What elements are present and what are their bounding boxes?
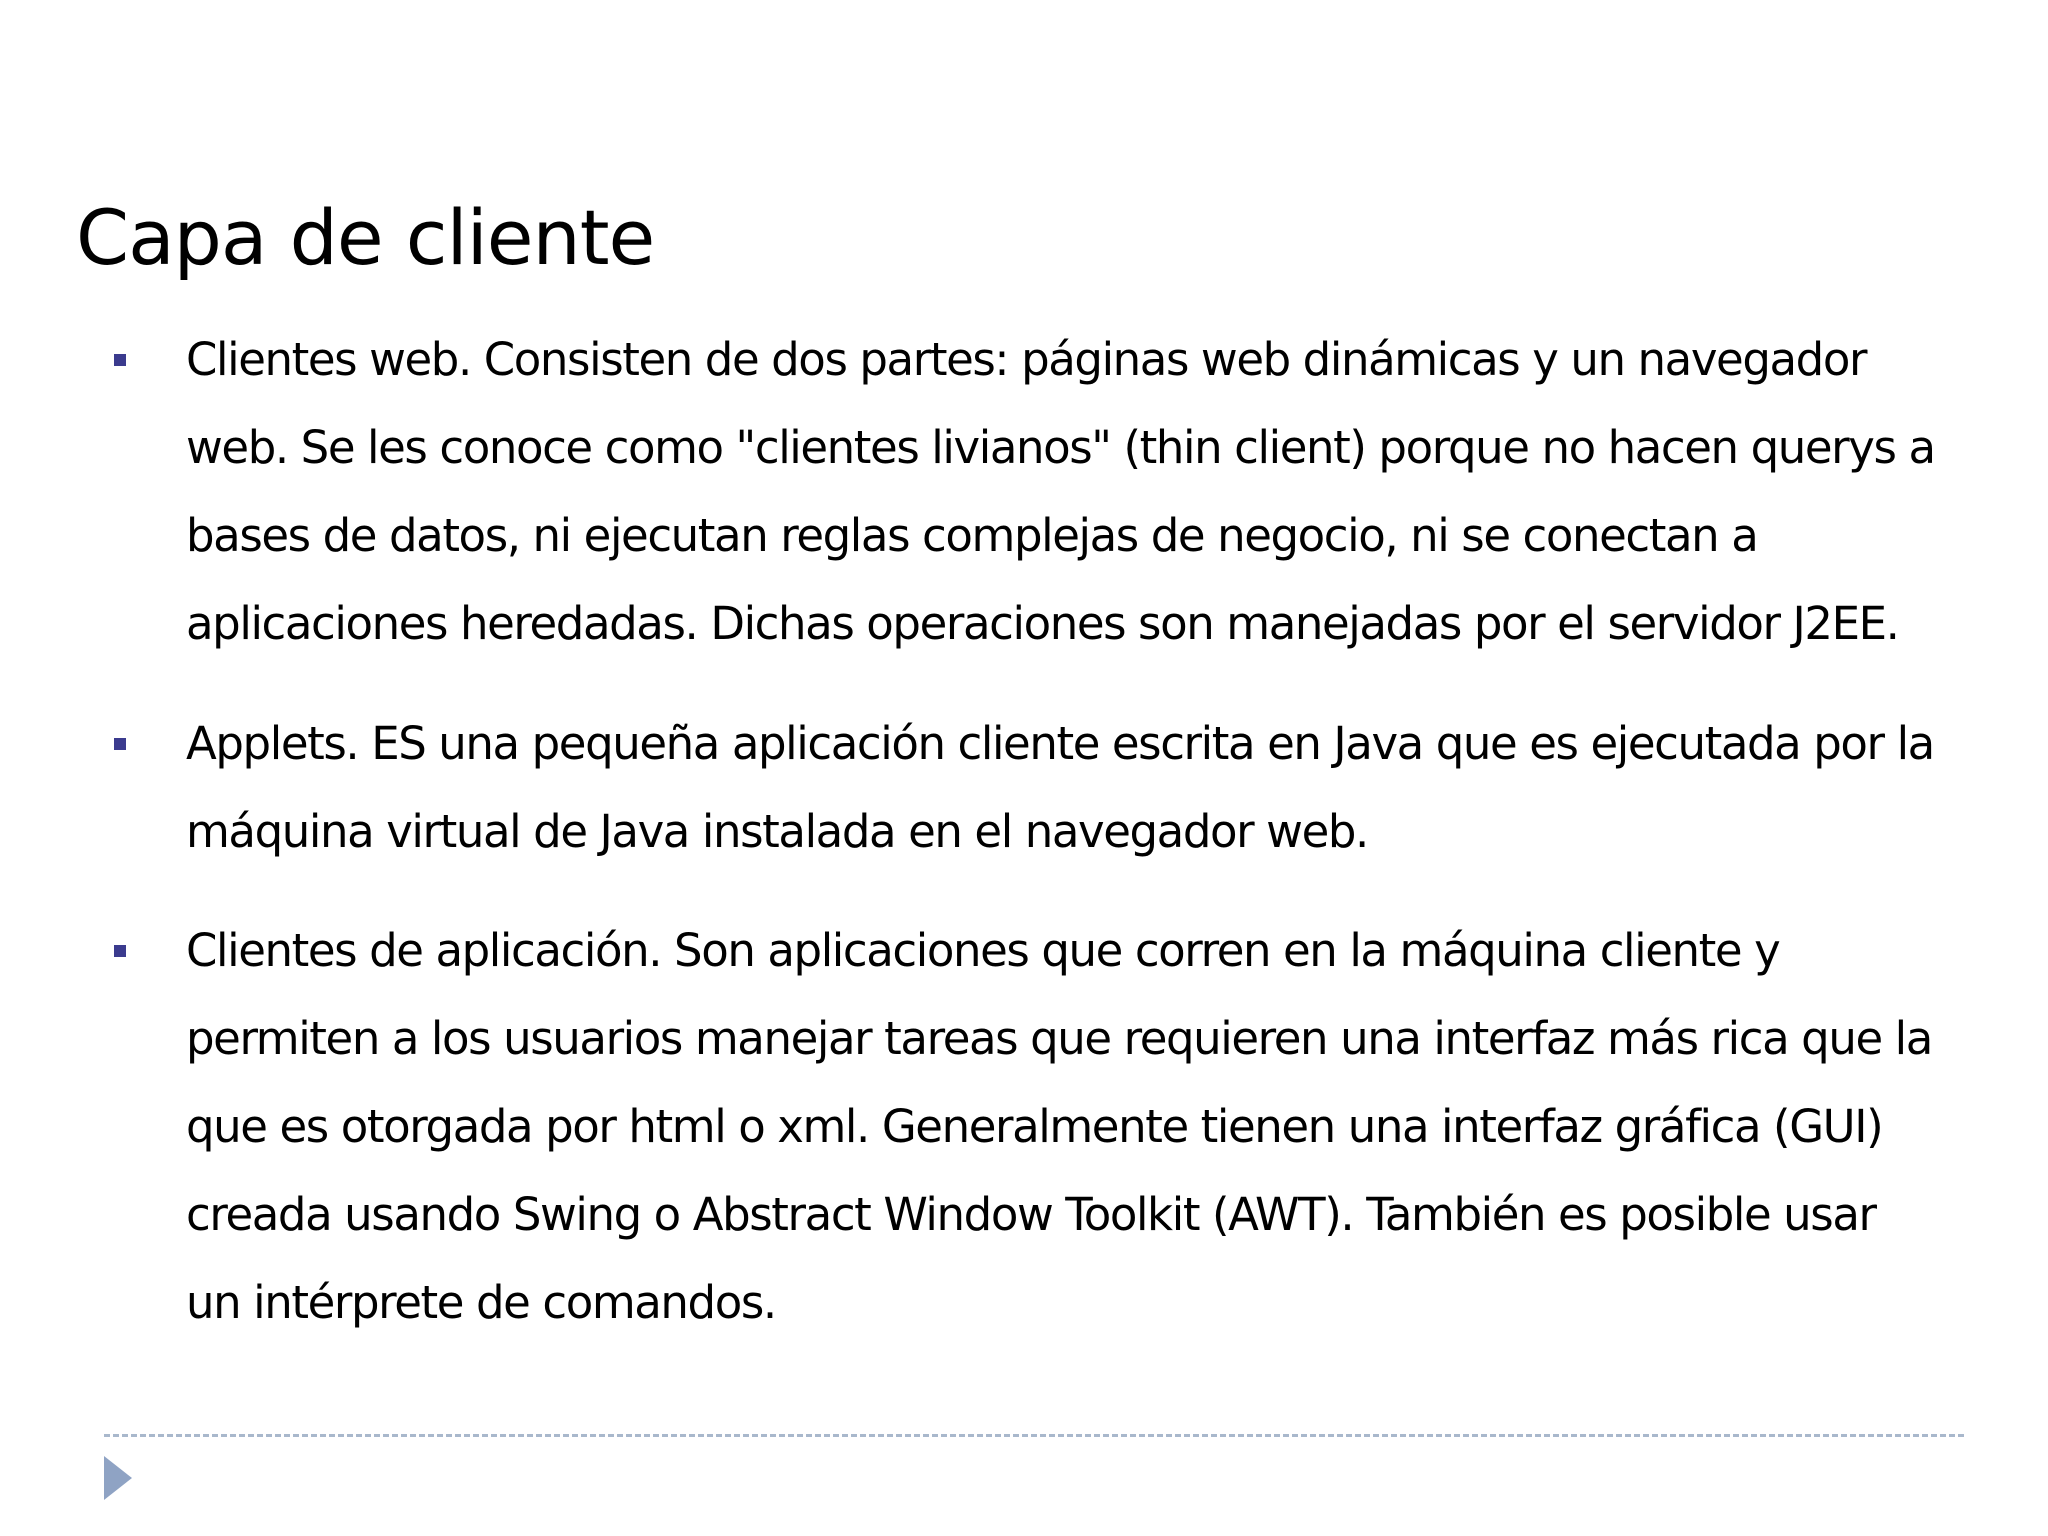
bullet-text-line: creada usando Swing o Abstract Window Toolkit (AWT). También es posible usar (186, 1188, 1876, 1241)
bullet-item-clientes-web (0, 328, 2048, 680)
bullet-text-line: aplicaciones heredadas. Dichas operaciones son manejadas por el servidor J2EE. (186, 597, 1899, 650)
triangle-arrow-icon (104, 1456, 132, 1500)
bullet-text-line: permiten a los usuarios manejar tareas que requieren una interfaz más rica que la (186, 1012, 1932, 1065)
bullet-list (0, 328, 2048, 1329)
square-bullet-icon (114, 354, 126, 366)
bullet-text-line: Applets. ES una pequeña aplicación cliente escrita en Java que es ejecutada por la (186, 717, 1934, 770)
square-bullet-icon (114, 945, 126, 957)
footer-divider (104, 1434, 1964, 1437)
bullet-text-line: bases de datos, ni ejecutan reglas complejas de negocio, ni se conectan a (186, 509, 1758, 562)
slide-title: Capa de cliente (76, 193, 655, 282)
bullet-text-line: un intérprete de comandos. (186, 1276, 776, 1329)
square-bullet-icon (114, 738, 126, 750)
bullet-text-line: que es otorgada por html o xml. Generalmente tienen una interfaz gráfica (GUI) (186, 1100, 1883, 1153)
bullet-text-line: web. Se les conoce como "clientes livianos" (thin client) porque no hacen querys a (186, 421, 1935, 474)
bullet-text-line: máquina virtual de Java instalada en el navegador web. (186, 805, 1368, 858)
bullet-text-line: Clientes web. Consisten de dos partes: páginas web dinámicas y un navegador (186, 333, 1867, 386)
bullet-text-line: Clientes de aplicación. Son aplicaciones que corren en la máquina cliente y (186, 924, 1780, 977)
